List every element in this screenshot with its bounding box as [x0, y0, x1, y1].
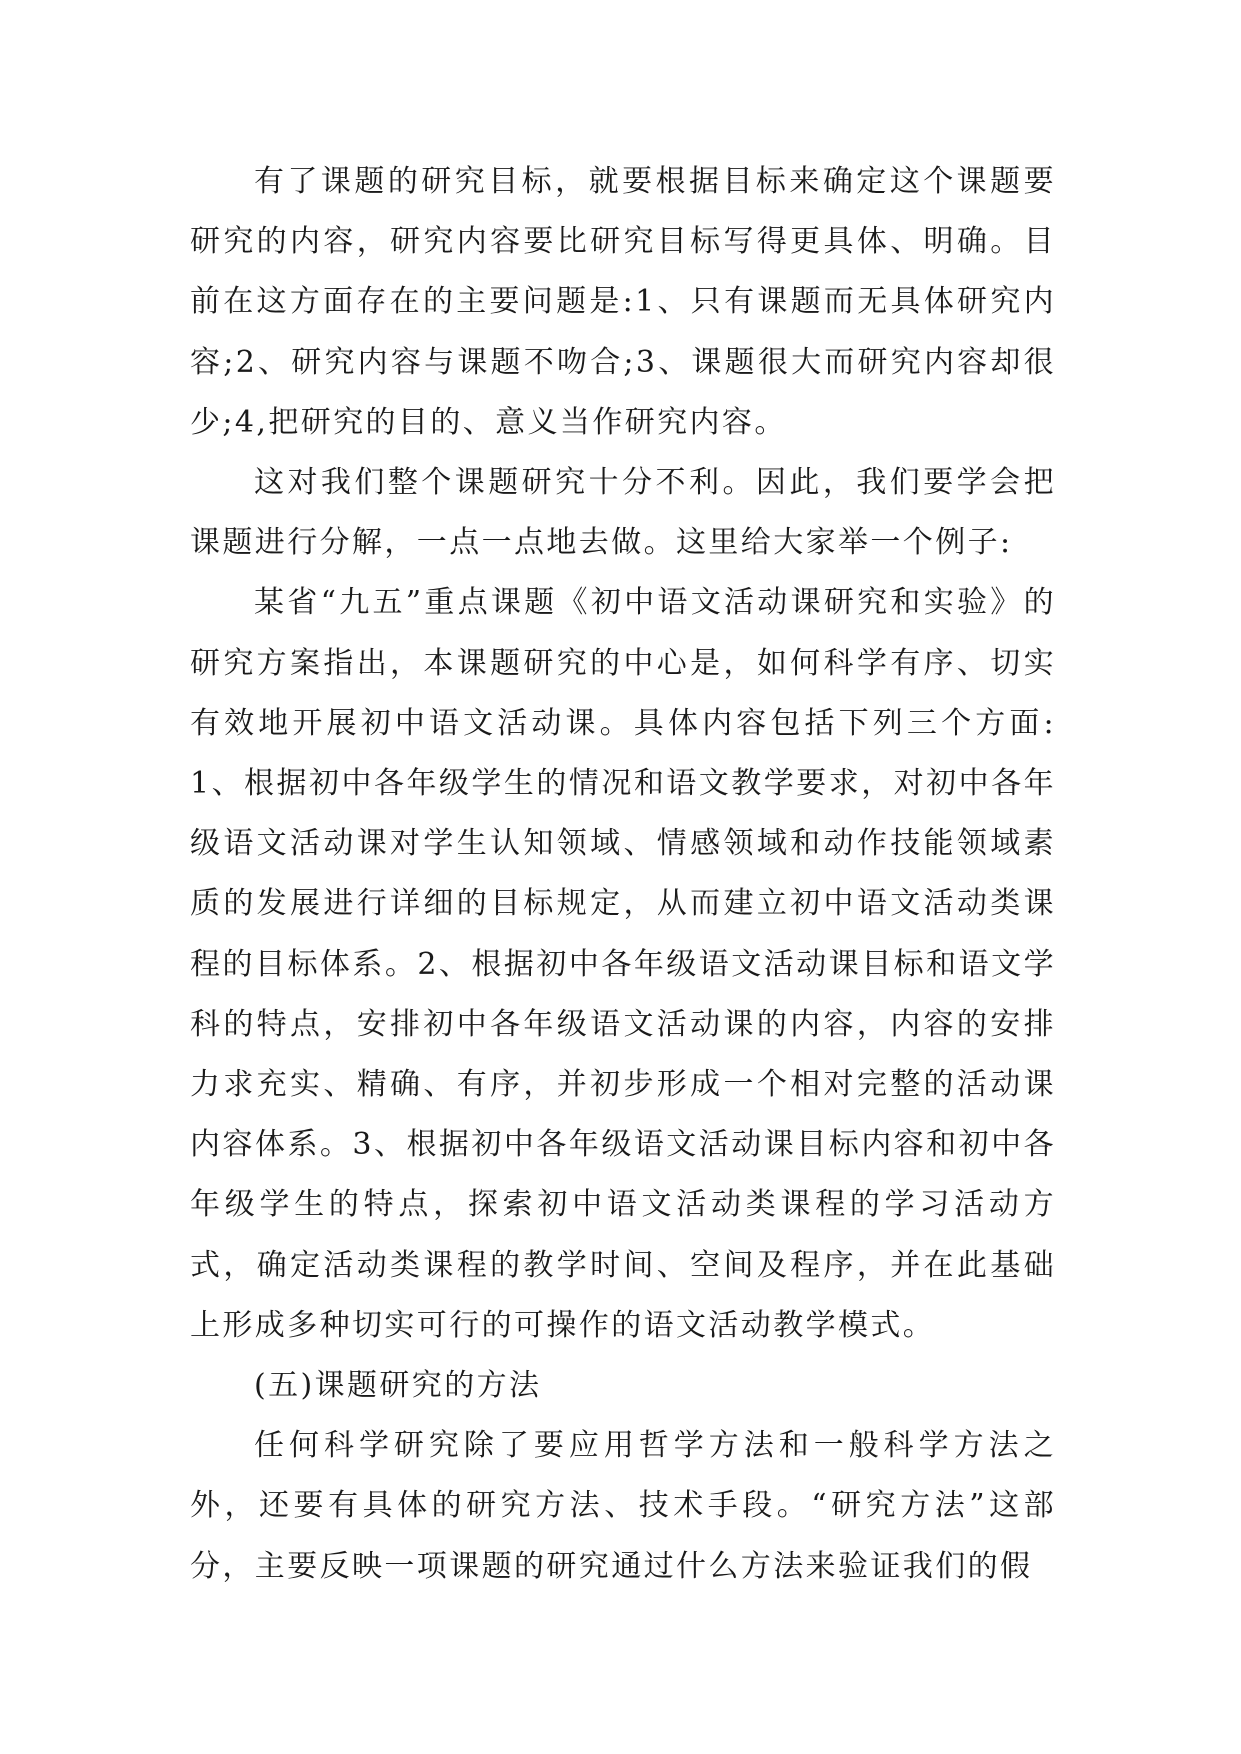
paragraph-research-methods: 任何科学研究除了要应用哲学方法和一般科学方法之外，还要有具体的研究方法、技术手段。“研究方法”这部分，主要反映一项课题的研究通过什么方法来验证我们的假 — [190, 1428, 1056, 1584]
document-body — [190, 152, 1056, 1597]
paragraph-research-content: 有了课题的研究目标，就要根据目标来确定这个课题要研究的内容，研究内容要比研究目标写得更具体、明确。目前在这方面存在的主要问题是:1、只有课题而无具体研究内容;2、研究内容与课题不吻合;3、课题很大而研究内容却很少;4,把研究的目的、意义当作研究内容。 — [190, 164, 1056, 440]
paragraph-decomposition: 这对我们整个课题研究十分不利。因此，我们要学会把课题进行分解，一点一点地去做。这里给大家举一个例子: — [190, 465, 1056, 561]
paragraph-example: 某省“九五”重点课题《初中语文活动课研究和实验》的研究方案指出，本课题研究的中心是，如何科学有序、切实有效地开展初中语文活动课。具体内容包括下列三个方面:1、根据初中各年级学生的情况和语文教学要求，对初中各年级语文活动课对学生认知领域、情感领域和动作技能领域素质的发展进行详细的目标规定，从而建立初中语文活动类课程的目标体系。2、根据初中各年级语文活动课目标和语文学科的特点，安排初中各年级语文活动课的内容，内容的安排力求充实、精确、有序，并初步形成一个相对完整的活动课内容体系。3、根据初中各年级语文活动课目标内容和初中各年级学生的特点，探索初中语文活动类课程的学习活动方式，确定活动类课程的教学时间、空间及程序，并在此基础上形成多种切实可行的可操作的语文活动教学模式。 — [190, 585, 1056, 1343]
section-heading: (五)课题研究的方法 — [254, 1368, 542, 1404]
